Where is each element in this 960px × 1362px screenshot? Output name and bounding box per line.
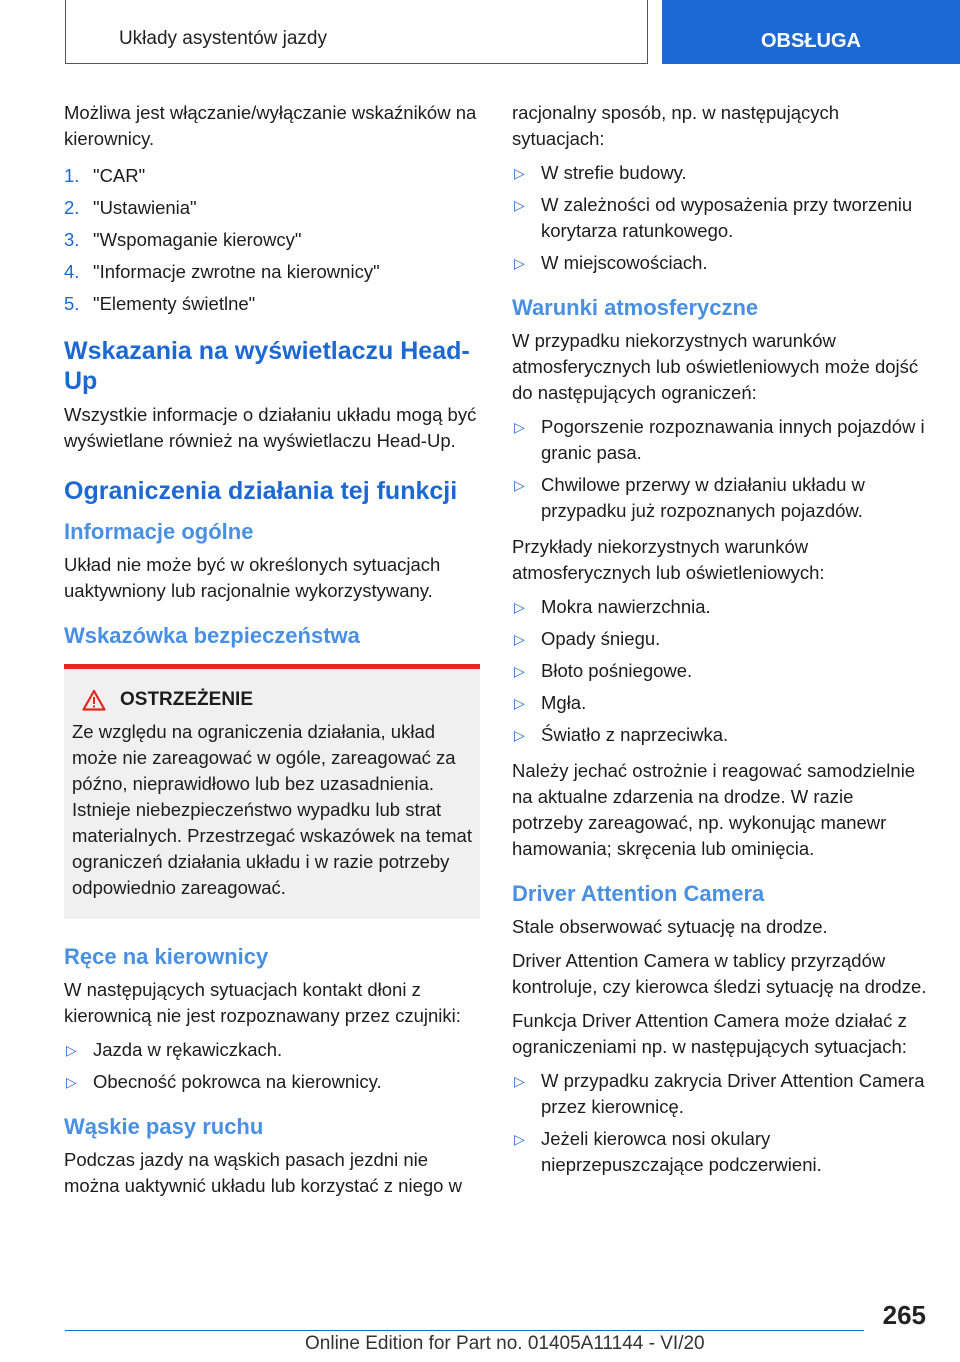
- weather-list: [512, 414, 927, 524]
- camera-list: [512, 1068, 927, 1178]
- step-number: 1.: [64, 165, 80, 186]
- list-item-text: Błoto pośniegowe.: [541, 660, 693, 681]
- list-item: [512, 250, 927, 276]
- weather-text: W przypadku niekorzystnych warunków atmosferycznych lub oświetleniowych może dojść do następujących ograniczeń:: [512, 330, 919, 403]
- list-item-text: Mgła.: [541, 692, 587, 713]
- warning-text: Ze względu na ograniczenia działania, układ może nie zareagować w ogóle, zareagować za późno, nieprawidłowo lub bez uzasadnienia. Istnieje niebezpieczeństwo wypadku lub strat materialnych. Przestrzegać wskazówek na temat ograniczeń działania układu i w razie potrzeby odpowiednio zareagować.: [72, 721, 472, 898]
- list-item: [64, 192, 480, 224]
- footer-divider: [65, 1330, 864, 1331]
- list-item: [512, 626, 927, 652]
- step-text: "Elementy świetlne": [93, 293, 256, 314]
- camera-text-3: Funkcja Driver Attention Camera może działać z ograniczeniami np. w następujących sytuacjach:: [512, 1010, 907, 1057]
- examples-list: [512, 594, 927, 748]
- header-frame: [65, 0, 648, 64]
- edition-text: Online Edition for Part no. 01405A11144 - VI/20: [305, 1333, 705, 1354]
- hands-list: [64, 1037, 480, 1095]
- triangle-bullet-icon: ▷: [514, 165, 525, 181]
- camera-text-1: Stale obserwować sytuację na drodze.: [512, 916, 828, 937]
- step-text: "CAR": [93, 165, 146, 186]
- triangle-bullet-icon: ▷: [514, 727, 525, 743]
- triangle-bullet-icon: ▷: [514, 419, 525, 435]
- list-item: [512, 192, 927, 244]
- triangle-bullet-icon: ▷: [514, 1131, 525, 1147]
- triangle-bullet-icon: ▷: [514, 255, 525, 271]
- intro-text: Możliwa jest włączanie/wyłączanie wskaźników na kierownicy.: [64, 102, 477, 149]
- list-item: [512, 1126, 927, 1178]
- step-text: "Wspomaganie kierowcy": [93, 229, 302, 250]
- warning-triangle-icon: [82, 689, 106, 711]
- warning-label: OSTRZEŻENIE: [120, 689, 254, 710]
- step-number: 4.: [64, 261, 80, 282]
- triangle-bullet-icon: ▷: [514, 197, 525, 213]
- careful-text: Należy jechać ostrożnie i reagować samodzielnie na aktualne zdarzenia na drodze. W razie potrzeby zareagować, np. wykonując manewr hamowania; skręcenia lub ominięcia.: [512, 760, 916, 859]
- steps-list: [64, 160, 480, 320]
- left-column: [64, 100, 480, 1207]
- list-item-text: Jazda w rękawiczkach.: [93, 1039, 283, 1060]
- list-item: [512, 690, 927, 716]
- page-number: 265: [882, 1300, 926, 1330]
- limits-heading: Ograniczenia działania tej funkcji: [64, 477, 458, 505]
- lanes-heading: Wąskie pasy ruchu: [64, 1114, 264, 1139]
- triangle-bullet-icon: ▷: [514, 663, 525, 679]
- list-item: [64, 256, 480, 288]
- examples-text: Przykłady niekorzystnych warunków atmosferycznych lub oświetleniowych:: [512, 536, 825, 583]
- chapter-tab[interactable]: [662, 0, 960, 64]
- triangle-bullet-icon: ▷: [514, 599, 525, 615]
- list-item: [512, 594, 927, 620]
- step-text: "Informacje zwrotne na kierownicy": [93, 261, 380, 282]
- safety-heading: Wskazówka bezpieczeństwa: [64, 623, 360, 648]
- list-item-text: Mokra nawierzchnia.: [541, 596, 711, 617]
- list-item: [512, 1068, 927, 1120]
- step-number: 2.: [64, 197, 80, 218]
- hud-heading: Wskazania na wyświetlaczu Head-Up: [64, 337, 470, 395]
- list-item-text: Obecność pokrowca na kierownicy.: [93, 1071, 382, 1092]
- general-heading: Informacje ogólne: [64, 519, 254, 544]
- list-item: [512, 658, 927, 684]
- list-item: [64, 1037, 480, 1063]
- hands-text: W następujących sytuacjach kontakt dłoni z kierownicą nie jest rozpoznawany przez czujniki:: [64, 979, 461, 1026]
- triangle-bullet-icon: ▷: [514, 631, 525, 647]
- weather-heading: Warunki atmosferyczne: [512, 295, 759, 320]
- camera-heading: Driver Attention Camera: [512, 881, 765, 906]
- list-item: [64, 160, 480, 192]
- camera-text-2: Driver Attention Camera w tablicy przyrządów kontroluje, czy kierowca śledzi sytuację na drodze.: [512, 950, 927, 997]
- lanes-list: [512, 160, 927, 276]
- list-item-text: Pogorszenie rozpoznawania innych pojazdów i granic pasa.: [541, 416, 925, 463]
- list-item: [64, 288, 480, 320]
- step-text: "Ustawienia": [93, 197, 197, 218]
- chapter-tab-label: OBSŁUGA: [761, 29, 861, 52]
- step-number: 3.: [64, 229, 80, 250]
- continued-text: racjonalny sposób, np. w następujących sytuacjach:: [512, 102, 840, 149]
- warning-title: [72, 689, 472, 711]
- triangle-bullet-icon: ▷: [514, 695, 525, 711]
- general-text: Układ nie może być w określonych sytuacjach uaktywniony lub racjonalnie wykorzystywany.: [64, 554, 441, 601]
- list-item: [512, 722, 927, 748]
- list-item-text: Chwilowe przerwy w działaniu układu w przypadku już rozpoznanych pojazdów.: [541, 474, 865, 521]
- triangle-bullet-icon: ▷: [66, 1074, 77, 1090]
- list-item: [64, 224, 480, 256]
- triangle-bullet-icon: ▷: [514, 1073, 525, 1089]
- hud-text: Wszystkie informacje o działaniu układu mogą być wyświetlane również na wyświetlaczu Head-Up.: [64, 404, 477, 451]
- list-item-text: W miejscowościach.: [541, 252, 708, 273]
- right-column: [512, 100, 927, 1188]
- section-title: Układy asystentów jazdy: [118, 28, 327, 49]
- warning-box: [64, 664, 480, 919]
- triangle-bullet-icon: ▷: [514, 477, 525, 493]
- list-item-text: Jeżeli kierowca nosi okulary nieprzepuszczające podczerwieni.: [541, 1128, 822, 1175]
- lanes-text: Podczas jazdy na wąskich pasach jezdni nie można uaktywnić układu lub korzystać z niego w: [64, 1149, 462, 1196]
- list-item: [512, 472, 927, 524]
- list-item-text: W strefie budowy.: [541, 162, 687, 183]
- triangle-bullet-icon: ▷: [66, 1042, 77, 1058]
- list-item: [512, 414, 927, 466]
- hands-heading: Ręce na kierownicy: [64, 944, 269, 969]
- step-number: 5.: [64, 293, 80, 314]
- list-item-text: Opady śniegu.: [541, 628, 661, 649]
- list-item-text: W zależności od wyposażenia przy tworzeniu korytarza ratunkowego.: [541, 194, 913, 241]
- list-item: [64, 1069, 480, 1095]
- list-item: [512, 160, 927, 186]
- list-item-text: W przypadku zakrycia Driver Attention Camera przez kierownicę.: [541, 1070, 925, 1117]
- list-item-text: Światło z naprzeciwka.: [541, 724, 729, 745]
